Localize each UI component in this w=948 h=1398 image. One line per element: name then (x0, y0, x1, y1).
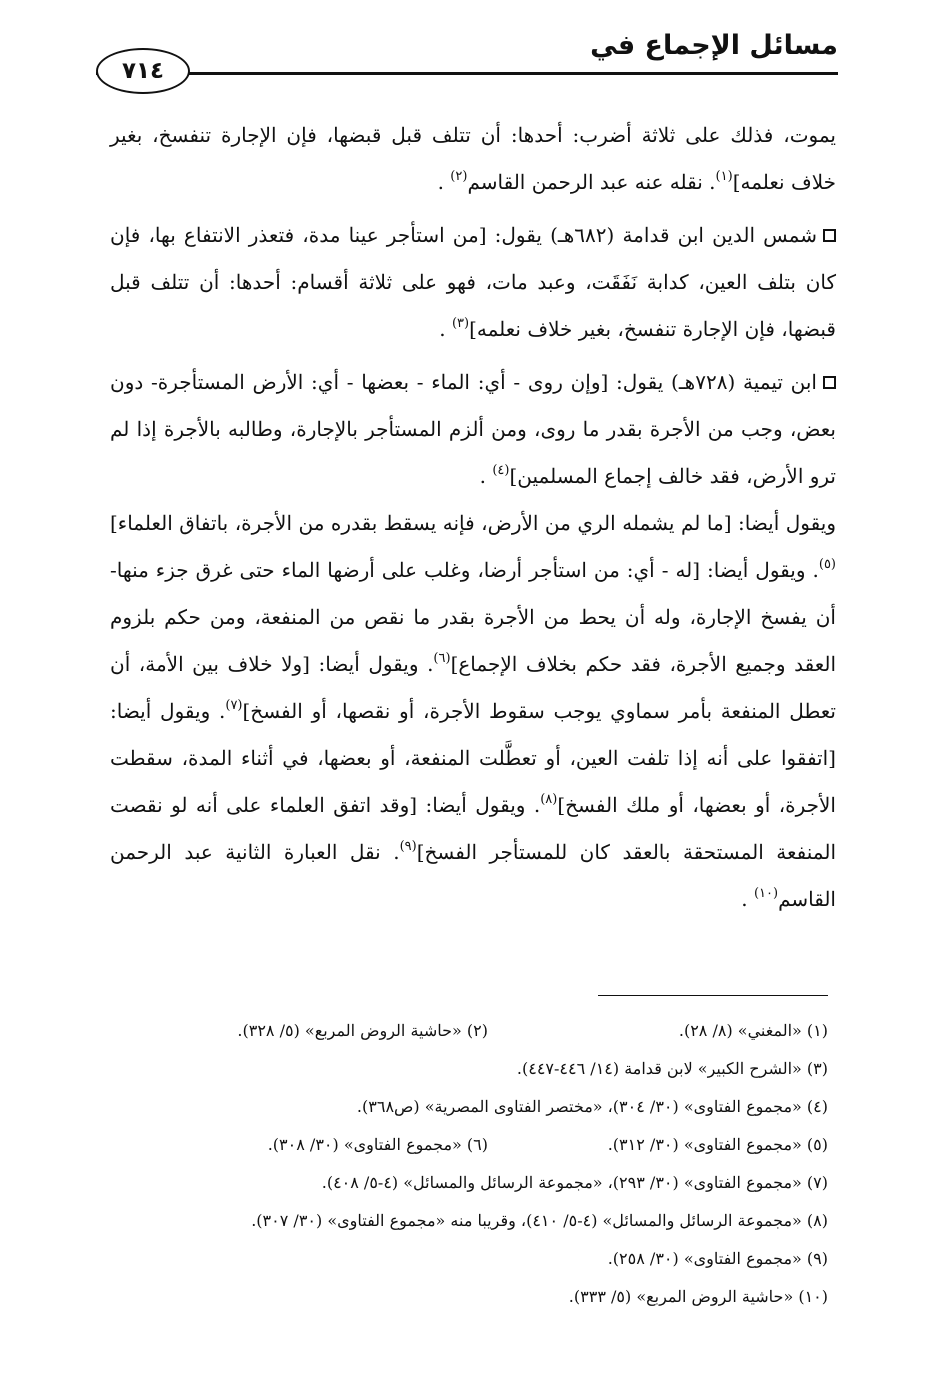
footnote-8: (٨) «مجموعة الرسائل والمسائل» (٤-٥/ ٤١٠)، وقريبا منه «مجموع الفتاوى» (٣٠/ ٣٠٧). (251, 1211, 828, 1230)
paragraph-text: ابن تيمية (٧٢٨هـ) يقول: [وإن روى - أي: الماء - بعضها - أي: الأرض المستأجرة- دون بعض، وجب من الأجرة بقدر ما روى، ومن ألزم المستأجر بالإجارة، وطالبه بالأجرة إذا لم ترو الأرض، فقد خالف إجماع المسلمين] (110, 370, 836, 488)
footnotes (96, 1012, 828, 1316)
footnote-1: (١) «المغني» (٨/ ٢٨). (678, 1021, 828, 1040)
footnote-9: (٩) «مجموع الفتاوى» (٣٠/ ٢٥٨). (607, 1249, 828, 1268)
paragraph-2: شمس الدين ابن قدامة (٦٨٢هـ) يقول: [من استأجر عينا مدة، فتعذر الانتفاع بها، فإن كان بتلف العين، كدابة نَفَقَت، وعبد مات، فهو على ثلاثة أقسام: أحدها: أن تتلف قبل قبضها، فإن الإجارة تنفسخ، بغير خلاف نعلمه]$^{(٣)}$ . (110, 223, 836, 341)
footnote-ref: (٨) (540, 792, 558, 807)
paragraph-text: شمس الدين ابن قدامة (٦٨٢هـ) يقول: [من استأجر عينا مدة، فتعذر الانتفاع بها، فإن كان بتلف العين، كدابة نَفَقَت، وعبد مات، فهو على ثلاثة أقسام: أحدها: أن تتلف قبل قبضها، فإن الإجارة تنفسخ، بغير خلاف نعلمه] (110, 223, 836, 341)
paragraph-4: ويقول أيضا: [ما لم يشمله الري من الأرض، فإنه يسقط بقدره من الأجرة، باتفاق العلماء]$^{(٥)}$. ويقول أيضا: [له - أي: من استأجر أرضا، وغلب على أرضها الماء حتى غرق جزء منها- أن يفسخ الإجارة، وله أن يحط من الأجرة بقدر ما نقص من المنفعة، ومن حكم بلزوم العقد وجميع الأجرة، فقد حكم بخلاف الإجماع]$^{(٦)}$. ويقول أيضا: [ولا خلاف بين الأمة، أن تعطل المنفعة بأمر سماوي يوجب سقوط الأجرة، أو نقصها، أو الفسخ]$^{(٧)}$. ويقول أيضا: [اتفقوا على أنه إذا تلفت العين، أو تعطَّلت المنفعة، أو بعضها، في أثناء المدة، سقطت الأجرة، أو بعضها، أو ملك الفسخ]$^{(٨)}$. ويقول أيضا: [وقد اتفق العلماء على أنه لو نقصت المنفعة المستحقة بالعقد كان للمستأجر الفسخ]$^{(٩)}$. نقل العبارة الثانية عبد الرحمن القاسم$^{(١٠)}$ . (110, 511, 836, 911)
footnote-ref: (٩) (399, 839, 417, 854)
footnote-ref: (٤) (492, 463, 510, 478)
square-bullet-icon (823, 229, 836, 242)
book-title: مسائل الإجماع في (590, 30, 838, 61)
footnote-row (96, 1012, 828, 1050)
paragraph-text: . نقله عنه عبد الرحمن القاسم (467, 170, 716, 194)
paragraph-3: ابن تيمية (٧٢٨هـ) يقول: [وإن روى - أي: الماء - بعضها - أي: الأرض المستأجرة- دون بعض، وجب من الأجرة بقدر ما روى، ومن ألزم المستأجر بالإجارة، وطالبه بالأجرة إذا لم ترو الأرض، فقد خالف إجماع المسلمين]$^{(٤)}$ . (110, 370, 836, 488)
footnote-ref: (٢) (450, 169, 468, 184)
footnote-ref: (٥) (818, 557, 836, 572)
paragraph-text: ويقول أيضا: [ما لم يشمله الري من الأرض، فإنه يسقط بقدره من الأجرة، باتفاق العلماء] (110, 511, 836, 535)
footnote-3: (٣) «الشرح الكبير» لابن قدامة (١٤/ ٤٤٦-٤٤٧). (516, 1059, 828, 1078)
footnote-7: (٧) «مجموع الفتاوى» (٣٠/ ٢٩٣)، «مجموعة الرسائل والمسائل» (٤-٥/ ٤٠٨). (321, 1173, 828, 1192)
footnote-ref: (٧) (225, 698, 243, 713)
paragraph-text: . ويقول أيضا: [وقد اتفق العلماء على أنه لو نقصت المنفعة المستحقة بالعقد كان للمستأجر الفسخ] (110, 793, 836, 864)
paragraph-text: . نقل العبارة الثانية عبد الرحمن القاسم (110, 840, 836, 911)
square-bullet-icon (823, 376, 836, 389)
footnote-5: (٥) «مجموع الفتاوى» (٣٠/ ٣١٢). (607, 1135, 828, 1154)
paragraph-text: . ويقول أيضا: [اتفقوا على أنه إذا تلفت العين، أو تعطَّلت المنفعة، أو بعضها، في أثناء المدة، سقطت الأجرة، أو بعضها، أو ملك الفسخ] (110, 699, 836, 817)
footnote-ref: (٦) (433, 651, 451, 666)
footnote-ref: (٣) (451, 316, 470, 331)
page-number: ٧١٤ (96, 48, 190, 94)
footnote-separator (598, 995, 828, 996)
footnote-row (96, 1126, 828, 1164)
paragraph-text: يموت، فذلك على ثلاثة أضرب: أحدها: أن تتلف قبل قبضها، فإن الإجارة تنفسخ، بغير خلاف نعلمه] (110, 123, 837, 194)
paragraph-text: . ويقول أيضا: [له - أي: من استأجر أرضا، وغلب على أرضها الماء حتى غرق جزء منها- أن يفسخ الإجارة، وله أن يحط من الأجرة بقدر ما نقص من المنفعة، ومن حكم بلزوم العقد وجميع الأجرة، فقد حكم بخلاف الإجماع] (110, 558, 836, 676)
footnote-ref: (١٠) (753, 886, 779, 901)
footnote-ref: (١) (715, 169, 733, 184)
footnote-6: (٦) «مجموع الفتاوى» (٣٠/ ٣٠٨). (267, 1135, 488, 1154)
page-body (110, 112, 836, 929)
paragraph-text: . ويقول أيضا: [ولا خلاف بين الأمة، أن تعطل المنفعة بأمر سماوي يوجب سقوط الأجرة، أو نقصها، أو الفسخ] (110, 652, 836, 723)
header-rule (96, 72, 838, 75)
paragraph-1: يموت، فذلك على ثلاثة أضرب: أحدها: أن تتلف قبل قبضها، فإن الإجارة تنفسخ، بغير خلاف نعلمه]$^{(١)}$. نقله عنه عبد الرحمن القاسم$^{(٢)}$ . (110, 123, 837, 194)
footnote-4: (٤) «مجموع الفتاوى» (٣٠/ ٣٠٤)، «مختصر الفتاوى المصرية» (ص٣٦٨). (356, 1097, 828, 1116)
footnote-10: (١٠) «حاشية الروض المربع» (٥/ ٣٣٣). (568, 1287, 828, 1306)
page-header (96, 26, 838, 88)
footnote-2: (٢) «حاشية الروض المربع» (٥/ ٣٢٨). (237, 1021, 488, 1040)
